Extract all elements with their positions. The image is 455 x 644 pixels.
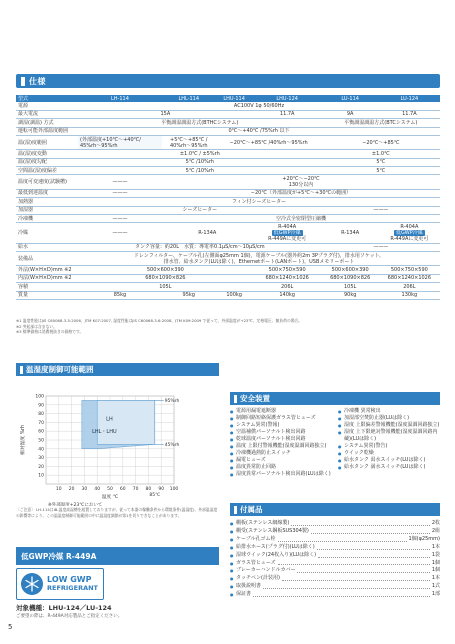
safety-item: ● システム異常(警報): [230, 422, 332, 429]
low-gwp-logo: [16, 568, 104, 600]
accessory-name: ● ガラス管ヒューズ: [236, 559, 276, 566]
y-tick-label: 100: [35, 394, 44, 400]
gwp-section-header: [16, 547, 219, 565]
safety-item: ● 乾球温度パーソナルト検出回路: [230, 436, 332, 443]
spec-cell: R-404A 低GWP冷媒 R-449Aに変更可: [379, 223, 440, 243]
spec-row: [16, 214, 440, 222]
spec-cell: ±1.0℃ / ±5%rh: [78, 150, 322, 158]
spec-cell: ———: [322, 243, 440, 251]
spec-header-model: LHL-114: [162, 95, 216, 102]
x-tick-label: 30: [81, 487, 88, 492]
y-axis-label: 相対湿度 %rh: [21, 424, 26, 456]
leader-dots: [311, 528, 430, 534]
accessory-name: ● ブレーカーハンドルカバー: [236, 567, 296, 574]
spec-row: [16, 189, 440, 197]
accessory-name: ● 棚板(ステンレス網線製): [236, 520, 290, 526]
spec-cell: R-134A: [162, 223, 253, 243]
safety-item: ● 給水タンク 満水スイッチ(LUは除く): [338, 464, 440, 471]
spec-cell: 11.7A: [253, 110, 322, 118]
spec-row-sublabel: (外部温度+10℃〜+40℃/ 45%rh〜95%rh: [78, 135, 162, 149]
spec-row-label: 最大電流: [16, 110, 78, 118]
spec-row: [16, 102, 440, 110]
spec-cell: −20℃（外部温度が+5℃〜+30℃の範囲）: [162, 189, 440, 197]
chart-caution-note: 〔ご注意〕 LH-114はIB-温度高湿槽を組置しておりますが、従って本器の稼働条件から環境条件(温湿度)、外部温湿度の影響等により、この温湿度制御可能範囲の中に温湿度調節が第1を切りできなことがあります。: [16, 507, 218, 518]
spec-cell: R-404A 低GWP冷媒 R-449Aに変更可: [253, 223, 322, 243]
spec-row: [16, 206, 440, 214]
spec-cell: 平衡調湿調温方式(BTCシステム): [322, 119, 440, 127]
low-gwp-tag: 低GWP冷媒: [395, 229, 423, 236]
snowflake-icon: [21, 573, 43, 595]
spec-cell: 500×600×390: [322, 266, 379, 274]
safety-item: ● システム異常(警告): [338, 443, 440, 450]
spec-note-line: ※3 標準価格は消費税抜きの価格です。: [16, 329, 84, 334]
safety-item: ● 温度異常防止回路: [230, 464, 332, 471]
x-tick-label: 90: [158, 487, 165, 492]
spec-cell: 85kg: [78, 291, 162, 299]
spec-cell: タンク容量：約20L 水質：導電率0.1μS/cm〜10μS/cm: [78, 243, 322, 251]
spec-row-label: 電源: [16, 102, 78, 110]
spec-header-model: LU-114: [322, 95, 379, 102]
spec-row-label: 容積: [16, 283, 78, 291]
spec-row: [16, 175, 440, 189]
y-tick-label: 50: [38, 438, 44, 444]
spec-note-line: ※2 突起部は含まない。: [16, 323, 57, 329]
y-tick-label: 20: [38, 464, 44, 470]
spec-cell: ±1.0℃: [322, 150, 440, 158]
spec-row: [16, 283, 440, 291]
spec-cell: シーズヒーター: [78, 206, 322, 214]
accessory-name: ● タッチペン(計装用): [236, 575, 280, 582]
accessory-qty: 1本: [431, 575, 440, 582]
spec-cell: −20℃〜+85℃: [322, 135, 440, 149]
spec-row-label: 質量: [16, 291, 78, 299]
section-marker-icon: [234, 506, 237, 514]
spec-cell: ———: [78, 175, 162, 189]
spec-cell: −20℃〜+85℃ /40%rh〜95%rh: [216, 135, 322, 149]
safety-item: ● ウイック乾燥: [338, 450, 440, 457]
accessory-name: ● 棚受(ステンレス鋼板SUS304製): [236, 527, 309, 534]
x-tick-label: 70: [132, 487, 139, 492]
spec-cell: 105L: [322, 283, 379, 291]
spec-cell: 5℃ /10%rh: [78, 158, 322, 166]
spec-cell: 105L: [78, 283, 253, 291]
spec-note-line: ※1 温度性能はJIS C60068-3-5:2006、JTM K07:2007, 湿度性能はJIS C60068-3-6:2008、JTM K09:2009 で従って、外部温度が+23℃、定格電圧、無負荷の場合。: [16, 318, 303, 323]
leader-dots: [297, 567, 429, 573]
spec-cell: 680×1240×1026: [379, 274, 440, 282]
region-label: LH: [106, 416, 113, 423]
accessory-name: ● 湿球ウイック(24枚入り)(LUは除く): [236, 551, 317, 558]
spec-row-label: 装備品: [16, 252, 78, 266]
safety-item: ● 湿度 上下限絶対警報機能(湿度温調回路内蔵)(LUは除く): [338, 429, 440, 443]
spec-cell: 9A: [322, 110, 379, 118]
spec-row-label: 最低到達温度: [16, 189, 78, 197]
accessory-item: [230, 583, 440, 591]
spec-cell: ———: [78, 223, 162, 243]
accessory-item: [230, 528, 440, 536]
accessory-item: [230, 536, 440, 544]
safety-item: ● 電源用漏電遮断器: [230, 408, 332, 415]
section-marker-icon: [20, 366, 23, 374]
spec-row: [16, 150, 440, 158]
safety-item: ● 湿度異常パーソナルト検出回路(LUは除く): [230, 471, 332, 478]
leader-dots: [282, 575, 430, 581]
spec-cell: 5℃ /10%rh: [78, 167, 322, 175]
spec-cell: +5℃〜+85℃ / 40%rh〜95%rh: [162, 135, 216, 149]
spec-cell: 95kg: [162, 291, 216, 299]
spec-row-label: 外法(W×H×D)mm ※2: [16, 266, 78, 274]
y-tick-label: 90: [38, 403, 44, 409]
safety-item: ● 制御回路短絡保護ガラス管ヒューズ: [230, 415, 332, 422]
x-tick-label: 40: [94, 487, 101, 492]
accessories-section-title: 付属品: [240, 505, 263, 514]
safety-list: [230, 408, 440, 478]
accessory-qty: 1個: [431, 567, 440, 574]
spec-row-label: 冷凍機: [16, 214, 78, 222]
accessory-item: [230, 591, 440, 599]
accessory-name: ● ケーブル孔ゴム栓: [236, 535, 276, 542]
spec-cell: 空冷式全密閉型圧縮機: [162, 214, 440, 222]
spec-cell: 5℃: [322, 167, 440, 175]
chart-svg: [16, 388, 219, 506]
safety-section-header: [230, 392, 440, 405]
spec-cell: 15A: [78, 110, 253, 118]
safety-item: ● 加湿部空焚防止器(LUは除く): [338, 415, 440, 422]
spec-cell: 130kg: [379, 291, 440, 299]
logo-line1: LOW GWP: [47, 575, 92, 584]
spec-cell: 500×750×590: [253, 266, 322, 274]
spec-cell: ———: [322, 206, 440, 214]
spec-row-label: 調湿(調温) 方式: [16, 119, 78, 127]
spec-row: [16, 158, 440, 166]
spec-row: [16, 110, 440, 118]
annotation: 85℃: [149, 493, 161, 498]
annotation: 45%rh: [164, 442, 180, 448]
accessory-qty: 2枚: [431, 520, 440, 526]
spec-row: [16, 135, 440, 149]
spec-row: [16, 119, 440, 127]
spec-row: [16, 274, 440, 282]
spec-row: [16, 266, 440, 274]
accessory-qty: 2組: [431, 527, 440, 534]
spec-section-title: 仕様: [29, 76, 46, 86]
spec-cell: 680×1090×826: [78, 274, 253, 282]
annotation: 95%rh: [164, 398, 180, 404]
spec-table: [16, 95, 440, 300]
accessory-qty: 1袋: [431, 551, 440, 558]
y-tick-label: 80: [38, 412, 44, 418]
chart-footnote: ※外部温度+23℃において: [48, 503, 103, 506]
spec-cell: 100kg: [216, 291, 253, 299]
accessory-item: [230, 575, 440, 583]
accessory-qty: 1個(φ25mm): [408, 535, 440, 542]
spec-cell: フィン付シーズヒーター: [78, 198, 440, 206]
gwp-section-title: 低GWP冷媒 R-449A: [21, 551, 97, 561]
y-tick-label: 70: [38, 420, 44, 426]
safety-section-title: 安全装置: [240, 394, 270, 403]
spec-row: [16, 167, 440, 175]
safety-item: ● 湿度 上限偏差警報機能(湿度温調回路独立): [338, 422, 440, 429]
spec-cell: 680×1090×826: [322, 274, 379, 282]
accessory-qty: 1個: [431, 559, 440, 566]
spec-row-label: 温(湿)度勾配: [16, 158, 78, 166]
leader-dots: [291, 520, 430, 526]
safety-item: ● 給水タンク 渇水スイッチ(LUは除く): [338, 457, 440, 464]
target-models: 対象機種：LHU-124／LU-124: [16, 604, 112, 612]
top-band: [0, 0, 455, 8]
x-tick-label: 20: [68, 487, 75, 492]
spec-cell: 11.7A: [379, 110, 440, 118]
spec-header-label: 型式: [16, 95, 78, 102]
y-tick-label: 30: [38, 456, 44, 462]
spec-row: [16, 198, 440, 206]
spec-cell: 206L: [379, 283, 440, 291]
spec-header-row: [16, 95, 440, 102]
spec-row-label: 冷媒: [16, 223, 78, 243]
accessory-qty: 1式: [431, 583, 440, 590]
spec-cell: 平衡調湿調温方式(BTHCシステム): [78, 119, 322, 127]
leader-dots: [278, 536, 407, 542]
low-gwp-tag: 低GWP冷媒: [273, 229, 301, 236]
spec-row-label: 加湿器: [16, 206, 78, 214]
accessories-section-header: [230, 503, 440, 516]
spec-row-label: 温(湿)度変動: [16, 150, 78, 158]
x-tick-label: 60: [119, 487, 126, 492]
leader-dots: [263, 583, 430, 589]
spec-cell: 0℃〜+40℃ /75%rh 以下: [78, 127, 440, 135]
spec-section-header: [16, 74, 440, 88]
leader-dots: [318, 552, 430, 558]
spec-cell: ドレンフィルター、ケーブル孔(左側面φ25mm 1個)，電源ケーブル(器外約2m 3Pプラグ付)，排水用ソケット、 排水管、給水タンク(LUは除く)，Ethernetポート(LANポート)，USBメモリーポート: [78, 252, 440, 266]
safety-item: ● 温度 上限付警報機能(湿度温調回路独立): [230, 443, 332, 450]
safety-item: ● 冷凍機過熱防止スイッチ: [230, 450, 332, 457]
spec-cell: +20℃〜−20℃ 130分以内: [162, 175, 440, 189]
spec-header-model: LHU-124: [253, 95, 322, 102]
spec-cell: 140kg: [253, 291, 322, 299]
spec-row-label: 空間温(湿)度偏差: [16, 167, 78, 175]
leader-dots: [317, 544, 430, 550]
y-tick-label: 60: [38, 429, 44, 435]
section-marker-icon: [234, 395, 237, 403]
leader-dots: [253, 591, 430, 597]
accessories-list: [230, 520, 440, 599]
spec-cell: 206L: [253, 283, 322, 291]
control-range-chart: [16, 388, 219, 506]
spec-row: [16, 243, 440, 251]
spec-row-label: 給水: [16, 243, 78, 251]
spec-cell: 500×750×590: [379, 266, 440, 274]
spec-cell: ———: [78, 189, 162, 197]
logo-text: [47, 575, 98, 593]
accessory-qty: 1本: [431, 543, 440, 550]
section-marker-icon: [21, 77, 25, 86]
spec-cell: R-134A: [322, 223, 379, 243]
chart-section-title: 温湿度制御可能範囲: [26, 365, 94, 374]
spec-cell: AC100V 1φ 50/60Hz: [78, 102, 440, 110]
spec-notes: [16, 318, 440, 335]
accessory-qty: 1部: [431, 591, 440, 598]
x-tick-label: 80: [145, 487, 152, 492]
spec-row: [16, 223, 440, 243]
safety-item: ● 空温補償パーソナルト検出回路: [230, 429, 332, 436]
spec-row: [16, 252, 440, 266]
y-tick-label: 40: [38, 447, 44, 453]
chart-section-header: [16, 363, 219, 376]
accessory-item: [230, 520, 440, 528]
spec-row: [16, 127, 440, 135]
spec-header-model: LH-114: [78, 95, 162, 102]
target-note: ご要望の際は、R-449A対応製品とご指定ください。: [16, 614, 123, 619]
spec-row-label: 内法(W×H×D)mm ※2: [16, 274, 78, 282]
accessory-name: ● 保証書: [236, 591, 252, 598]
spec-cell: ———: [78, 214, 162, 222]
spec-header-model: LU-124: [379, 95, 440, 102]
accessory-item: [230, 544, 440, 552]
logo-line2: REFRIGERANT: [47, 584, 98, 592]
spec-header-model: LHU-114: [216, 95, 253, 102]
spec-row-label: 運転可能外部温度範囲: [16, 127, 78, 135]
accessory-item: [230, 552, 440, 560]
leader-dots: [278, 560, 430, 566]
x-axis-label: 温度 ℃: [101, 495, 119, 500]
spec-row-label: 温(湿)度範囲: [16, 135, 78, 149]
y-tick-label: 10: [38, 473, 44, 479]
accessory-name: ● 取扱説明書: [236, 583, 262, 590]
spec-cell: 680×1240×1026: [253, 274, 322, 282]
spec-cell: 5℃: [322, 158, 440, 166]
spec-row-label: 温度可変速度(試験槽): [16, 175, 78, 189]
safety-item: ● 冷凍機 異常検出: [338, 408, 440, 415]
region-label: LHL・LHU: [92, 428, 117, 435]
x-tick-label: 50: [107, 487, 113, 492]
x-tick-label: 100: [169, 487, 179, 492]
safety-item: ● 漏電ヒューズ: [230, 457, 332, 464]
page-number: 5: [8, 623, 13, 631]
spec-row: [16, 291, 440, 299]
accessory-name: ● 給排水ホース(プラグ付)(LUは除く): [236, 543, 315, 550]
spec-cell: 90kg: [322, 291, 379, 299]
x-tick-label: 10: [55, 487, 62, 492]
spec-row-label: 加熱器: [16, 198, 78, 206]
spec-cell: 500×600×390: [78, 266, 253, 274]
